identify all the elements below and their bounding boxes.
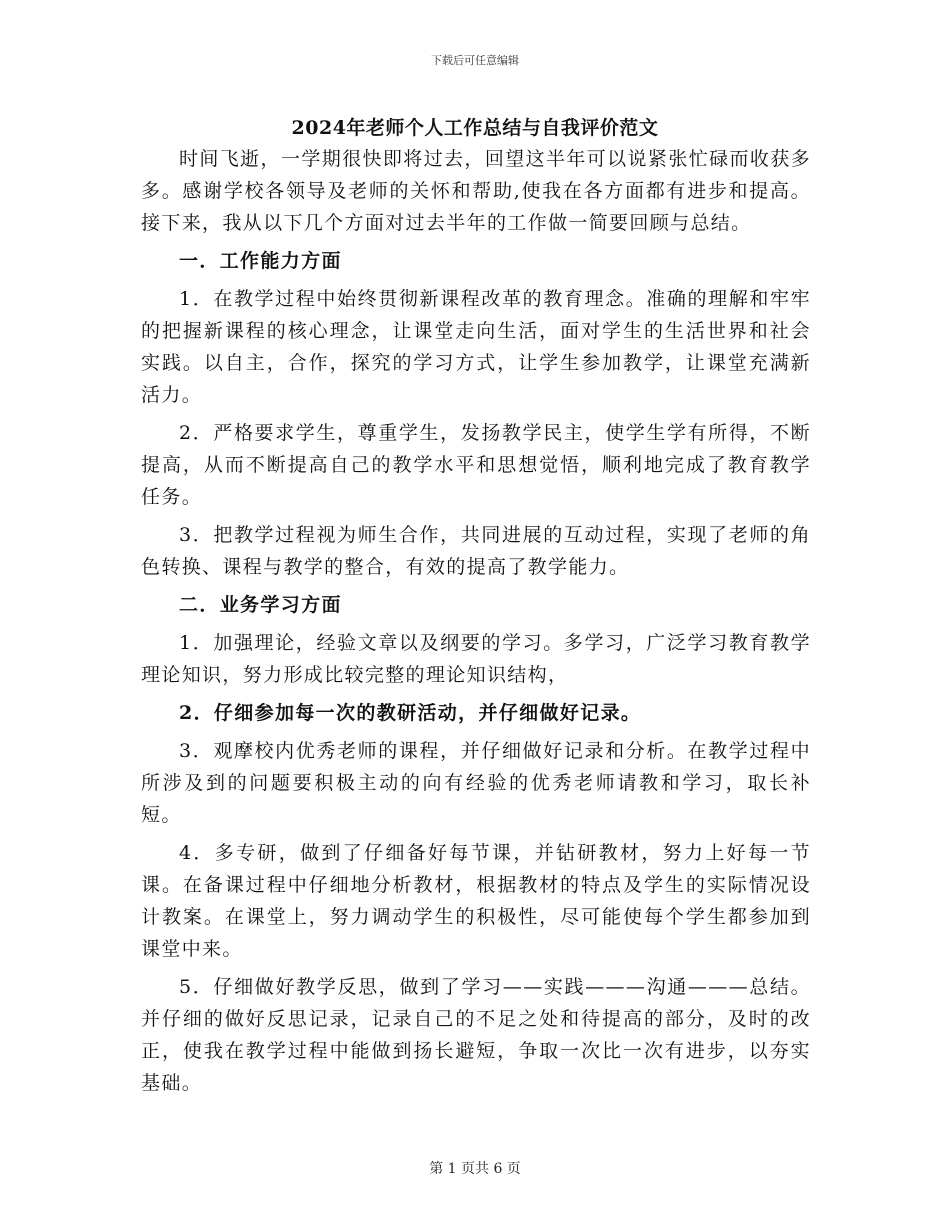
page-number-footer: 第 1 页共 6 页 bbox=[429, 1161, 521, 1177]
section-heading-professional-study: 二．业务学习方面 bbox=[179, 594, 342, 616]
section-heading-work-ability: 一．工作能力方面 bbox=[179, 250, 342, 272]
paragraph-item: 4．多专研，做到了仔细备好每节课，并钻研教材，努力上好每一节课。在备课过程中仔细地分析教材，根据教材的特点及学生的实际情况设计教案。在课堂上，努力调动学生的积极性，尽可能使每个学生都参加到课堂中来。 bbox=[141, 842, 811, 960]
paragraph-item: 1．加强理论，经验文章以及纲要的学习。多学习，广泛学习教育教学理论知识，努力形成比较完整的理论知识结构， bbox=[141, 632, 811, 686]
header-note: 下载后可任意编辑 bbox=[431, 54, 519, 67]
document-body bbox=[141, 143, 811, 1099]
paragraph-item: 2．严格要求学生，尊重学生，发扬教学民主，使学生学有所得，不断提高，从而不断提高自己的教学水平和思想觉悟，顺利地完成了教育教学任务。 bbox=[141, 422, 811, 508]
document-title: 2024年老师个人工作总结与自我评价范文 bbox=[291, 117, 659, 139]
paragraph-item: 5．仔细做好教学反思，做到了学习——实践———沟通———总结。并仔细的做好反思记录，记录自己的不足之处和待提高的部分，及时的改正，使我在教学过程中能做到扬长避短，争取一次比一次有进步，以夯实基础。 bbox=[141, 976, 811, 1094]
paragraph-item: 3．观摩校内优秀老师的课程，并仔细做好记录和分析。在教学过程中所涉及到的问题要积极主动的向有经验的优秀老师请教和学习，取长补短。 bbox=[141, 740, 811, 826]
paragraph-intro: 时间飞逝，一学期很快即将过去，回望这半年可以说紧张忙碌而收获多多。感谢学校各领导及老师的关怀和帮助,使我在各方面都有进步和提高。接下来，我从以下几个方面对过去半年的工作做一简要回顾与总结。 bbox=[141, 148, 811, 234]
paragraph-item: 3．把教学过程视为师生合作，共同进展的互动过程，实现了老师的角色转换、课程与教学的整合，有效的提高了教学能力。 bbox=[141, 524, 811, 578]
paragraph-item: 1．在教学过程中始终贯彻新课程改革的教育理念。准确的理解和牢牢的把握新课程的核心理念，让课堂走向生活，面对学生的生活世界和社会实践。以自主，合作，探究的学习方式，让学生参加教学，让课堂充满新活力。 bbox=[141, 288, 811, 406]
paragraph-item-bold: 2．仔细参加每一次的教研活动，并仔细做好记录。 bbox=[179, 702, 642, 724]
